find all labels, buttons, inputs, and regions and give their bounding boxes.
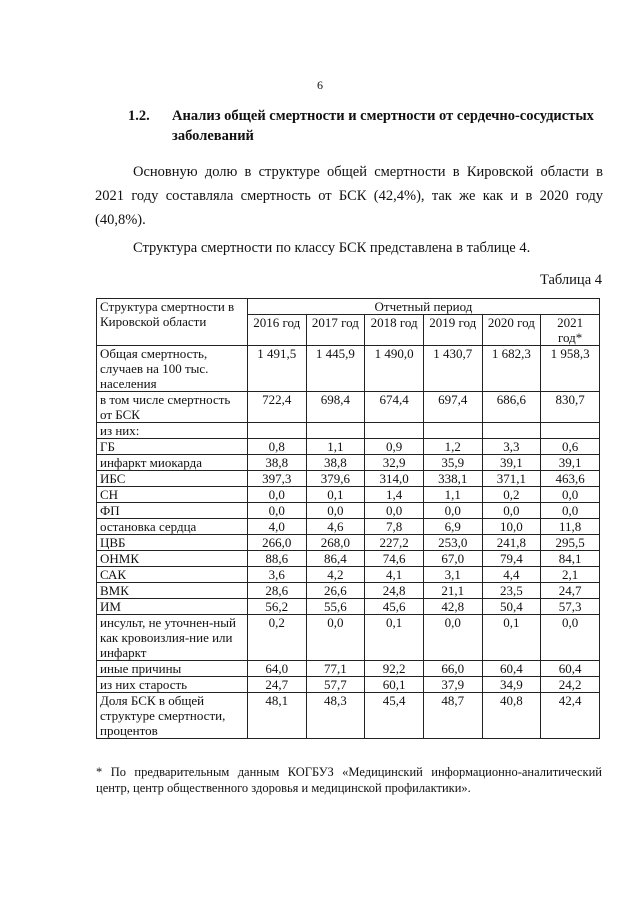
value-cell: 379,6 [306,471,365,487]
value-cell: 48,1 [247,693,306,739]
value-cell: 64,0 [247,661,306,677]
row-label-cell: ОНМК [97,551,248,567]
value-cell: 1,1 [423,487,482,503]
value-cell: 227,2 [365,535,424,551]
value-cell: 45,4 [365,693,424,739]
table-row [97,615,600,661]
paragraph-table-reference: Структура смертности по классу БСК представлена в таблице 4. [133,240,531,256]
value-cell: 28,6 [247,583,306,599]
value-cell: 40,8 [482,693,541,739]
value-cell: 26,6 [306,583,365,599]
value-cell: 56,2 [247,599,306,615]
table-footnote: * По предварительным данным КОГБУЗ «Медицинский информационно-аналитический центр, центр общественного здоровья и медицинской профилактики». [96,765,602,795]
row-label-cell: ВМК [97,583,248,599]
value-cell: 86,4 [306,551,365,567]
row-label-cell: САК [97,567,248,583]
period-header-cell: Отчетный период [247,299,599,315]
row-label-cell: Общая смертность, случаев на 100 тыс. населения [97,346,248,392]
table-row [97,551,600,567]
row-label-cell: остановка сердца [97,519,248,535]
section-heading [128,106,608,146]
value-cell: 39,1 [541,455,600,471]
value-cell: 0,9 [365,439,424,455]
value-cell [423,423,482,439]
value-cell: 371,1 [482,471,541,487]
row-label-cell: ФП [97,503,248,519]
year-header-cell: 2018 год [365,315,424,346]
paragraph-main-share: Основную долю в структуре общей смертности в Кировской области в 2021 году составляла смертность от БСК (42,4%), так же как и в 2020 году (40,8%). [95,164,603,228]
row-label-cell: иные причины [97,661,248,677]
value-cell: 0,0 [247,487,306,503]
table-row [97,487,600,503]
value-cell: 60,4 [482,661,541,677]
value-cell: 37,9 [423,677,482,693]
table-row [97,423,600,439]
row-header-cell: Структура смертности в Кировской области [97,299,248,346]
row-label-cell: СН [97,487,248,503]
value-cell: 0,0 [541,503,600,519]
value-cell: 0,1 [306,487,365,503]
row-label-cell: ЦВБ [97,535,248,551]
value-cell: 697,4 [423,392,482,423]
value-cell: 7,8 [365,519,424,535]
value-cell: 1 445,9 [306,346,365,392]
value-cell: 0,0 [423,503,482,519]
value-cell: 74,6 [365,551,424,567]
value-cell: 3,1 [423,567,482,583]
value-cell: 57,7 [306,677,365,693]
value-cell: 295,5 [541,535,600,551]
value-cell: 722,4 [247,392,306,423]
row-label-cell: Доля БСК в общей структуре смертности, процентов [97,693,248,739]
value-cell: 92,2 [365,661,424,677]
value-cell: 11,8 [541,519,600,535]
value-cell: 0,2 [482,487,541,503]
mortality-structure-table [96,298,600,739]
value-cell: 1,2 [423,439,482,455]
section-number: 1.2. [128,108,150,124]
value-cell: 23,5 [482,583,541,599]
value-cell: 38,8 [247,455,306,471]
value-cell: 1 958,3 [541,346,600,392]
row-label-cell: инсульт, не уточнен-ный как кровоизлия-ние или инфаркт [97,615,248,661]
value-cell: 88,6 [247,551,306,567]
table-row [97,471,600,487]
value-cell: 32,9 [365,455,424,471]
value-cell: 24,7 [247,677,306,693]
value-cell: 397,3 [247,471,306,487]
value-cell: 0,0 [423,615,482,661]
value-cell: 1,4 [365,487,424,503]
value-cell: 35,9 [423,455,482,471]
value-cell [365,423,424,439]
page-number: 6 [317,78,323,92]
value-cell: 0,2 [247,615,306,661]
year-header-cell: 2016 год [247,315,306,346]
year-header-cell: 2021 год* [541,315,600,346]
table-row [97,535,600,551]
value-cell: 0,0 [306,503,365,519]
value-cell: 0,0 [541,487,600,503]
row-label-cell: в том числе смертность от БСК [97,392,248,423]
value-cell: 0,8 [247,439,306,455]
value-cell: 66,0 [423,661,482,677]
value-cell: 674,4 [365,392,424,423]
value-cell: 39,1 [482,455,541,471]
value-cell: 4,2 [306,567,365,583]
table-row [97,583,600,599]
value-cell: 24,2 [541,677,600,693]
row-label-cell: из них: [97,423,248,439]
value-cell: 60,4 [541,661,600,677]
table-caption: Таблица 4 [539,272,602,288]
value-cell: 4,1 [365,567,424,583]
value-cell: 77,1 [306,661,365,677]
value-cell: 21,1 [423,583,482,599]
value-cell: 1 490,0 [365,346,424,392]
value-cell: 42,8 [423,599,482,615]
row-label-cell: из них старость [97,677,248,693]
row-label-cell: ГБ [97,439,248,455]
value-cell [247,423,306,439]
value-cell: 0,0 [306,615,365,661]
row-label-cell: ИМ [97,599,248,615]
value-cell: 266,0 [247,535,306,551]
value-cell: 84,1 [541,551,600,567]
value-cell: 34,9 [482,677,541,693]
table-row [97,439,600,455]
value-cell: 830,7 [541,392,600,423]
value-cell: 42,4 [541,693,600,739]
value-cell: 253,0 [423,535,482,551]
year-header-cell: 2017 год [306,315,365,346]
table-row [97,455,600,471]
value-cell: 0,0 [247,503,306,519]
value-cell: 1 430,7 [423,346,482,392]
value-cell: 24,7 [541,583,600,599]
value-cell: 1 491,5 [247,346,306,392]
value-cell: 698,4 [306,392,365,423]
value-cell: 0,0 [541,615,600,661]
value-cell [482,423,541,439]
value-cell: 338,1 [423,471,482,487]
table-header-row [97,299,600,315]
table-row [97,693,600,739]
value-cell: 60,1 [365,677,424,693]
year-header-cell: 2020 год [482,315,541,346]
value-cell: 10,0 [482,519,541,535]
value-cell: 4,6 [306,519,365,535]
value-cell: 0,0 [365,503,424,519]
value-cell: 3,3 [482,439,541,455]
value-cell: 0,0 [482,503,541,519]
table-row [97,599,600,615]
table-row [97,392,600,423]
value-cell: 0,1 [482,615,541,661]
value-cell: 241,8 [482,535,541,551]
table-row [97,503,600,519]
value-cell: 1,1 [306,439,365,455]
table-row [97,567,600,583]
value-cell: 0,1 [365,615,424,661]
value-cell: 6,9 [423,519,482,535]
value-cell: 3,6 [247,567,306,583]
value-cell: 268,0 [306,535,365,551]
value-cell: 463,6 [541,471,600,487]
value-cell: 1 682,3 [482,346,541,392]
value-cell: 45,6 [365,599,424,615]
table-row [97,661,600,677]
value-cell: 38,8 [306,455,365,471]
value-cell: 57,3 [541,599,600,615]
value-cell: 55,6 [306,599,365,615]
section-title: Анализ общей смертности и смертности от сердечно-сосудистых заболеваний [172,108,594,144]
row-label-cell: инфаркт миокарда [97,455,248,471]
value-cell: 24,8 [365,583,424,599]
year-header-cell: 2019 год [423,315,482,346]
value-cell: 50,4 [482,599,541,615]
value-cell: 48,3 [306,693,365,739]
value-cell: 79,4 [482,551,541,567]
value-cell [306,423,365,439]
table-row [97,677,600,693]
value-cell [541,423,600,439]
table-body [97,346,600,739]
table-row [97,346,600,392]
value-cell: 0,6 [541,439,600,455]
row-label-cell: ИБС [97,471,248,487]
value-cell: 314,0 [365,471,424,487]
value-cell: 4,4 [482,567,541,583]
value-cell: 4,0 [247,519,306,535]
value-cell: 2,1 [541,567,600,583]
value-cell: 48,7 [423,693,482,739]
table-row [97,519,600,535]
value-cell: 686,6 [482,392,541,423]
value-cell: 67,0 [423,551,482,567]
